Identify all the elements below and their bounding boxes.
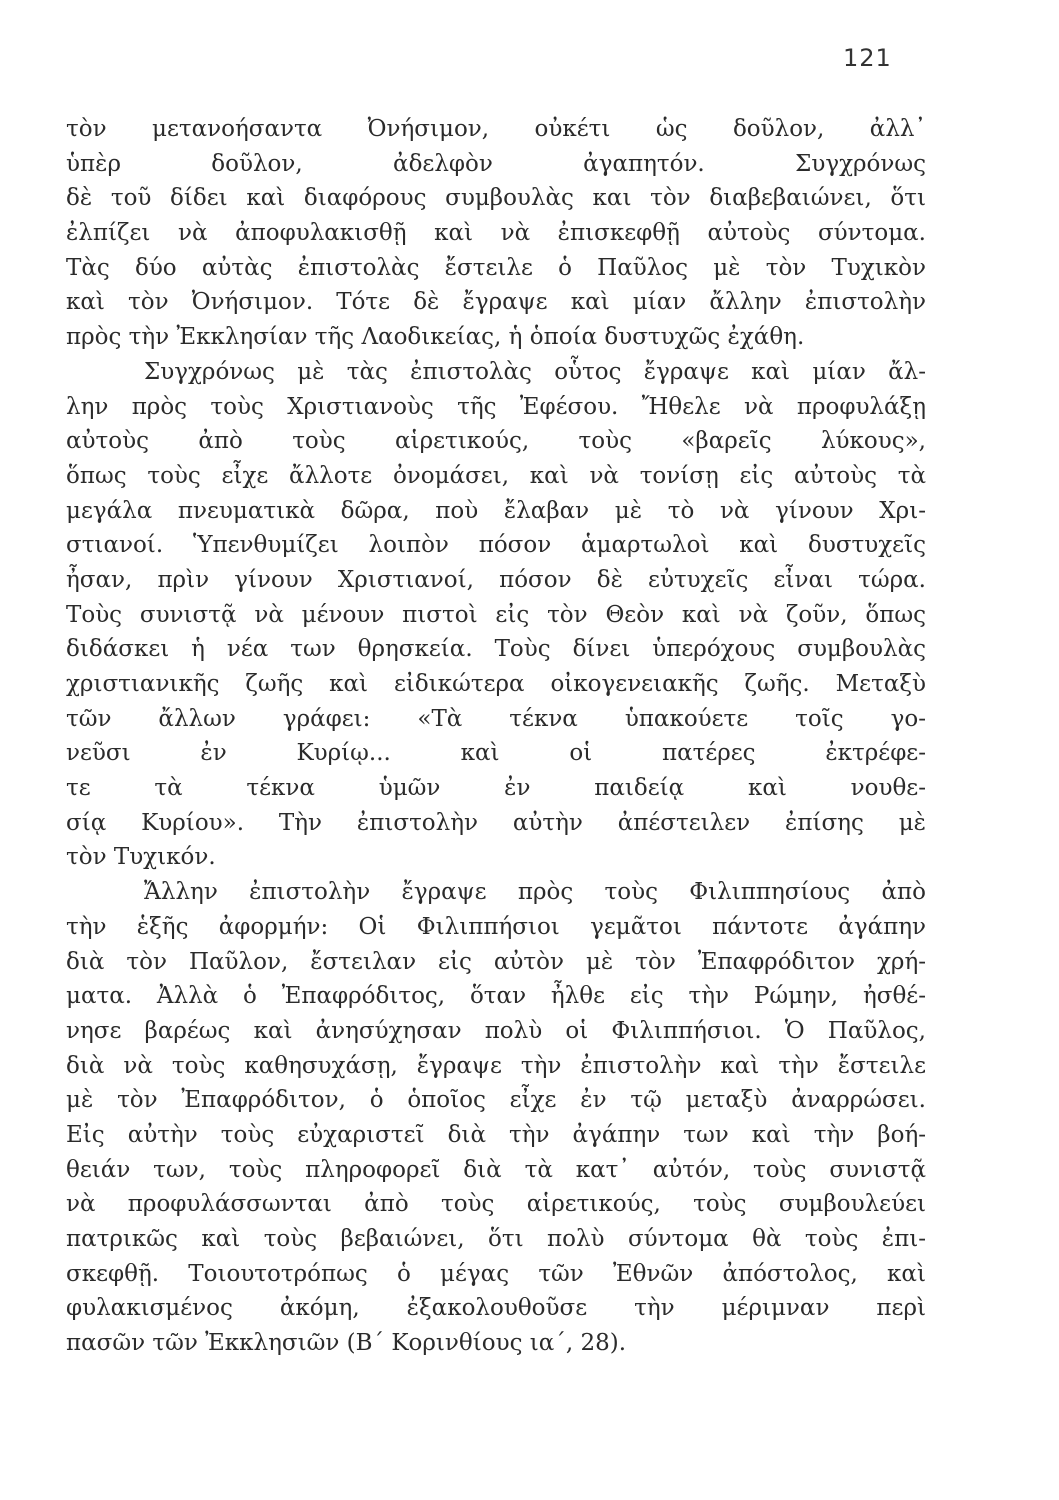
text-line: Ἄλλην ἐπιστολὴν ἔγραψε πρὸς τοὺς Φιλιππησίους ἀπὸ (144, 879, 926, 906)
text-line: σκεφθῇ. Τοιουτοτρόπως ὁ μέγας τῶν Ἐθνῶν ἀπόστολος, καὶ (66, 1260, 926, 1287)
text-line: αὐτοὺς ἀπὸ τοὺς αἱρετικούς, τοὺς «βαρεῖς λύκους», (66, 428, 926, 455)
text-line: χριστιανικῆς ζωῆς καὶ εἰδικώτερα οἰκογενειακῆς ζωῆς. Μεταξὺ (66, 671, 926, 697)
text-line: πασῶν τῶν Ἐκκλησιῶν (Β΄ Κορινθίους ια΄, 28). (66, 1330, 627, 1357)
text-line: διδάσκει ἡ νέα των θρησκεία. Τοὺς δίνει ὑπερόχους συμβουλὰς (66, 636, 926, 663)
text-line: Συγχρόνως μὲ τὰς ἐπιστολὰς οὗτος ἔγραψε καὶ μίαν ἄλ- (144, 358, 926, 385)
text-line: καὶ τὸν Ὀνήσιμον. Τότε δὲ ἔγραψε καὶ μίαν ἄλλην ἐπιστολὴν (66, 289, 926, 316)
text-line: τῶν ἄλλων γράφει: «Τὰ τέκνα ὑπακούετε τοῖς γο- (66, 705, 926, 732)
text-line: Τὰς δύο αὐτὰς ἐπιστολὰς ἔστειλε ὁ Παῦλος μὲ τὸν Τυχικὸν (66, 254, 926, 281)
text-line: μὲ τὸν Ἐπαφρόδιτον, ὁ ὁποῖος εἶχε ἐν τῷ μεταξὺ ἀναρρώσει. (66, 1087, 926, 1114)
text-line: φυλακισμένος ἀκόμη, ἐξακολουθοῦσε τὴν μέριμναν περὶ (66, 1295, 926, 1322)
text-line: λην πρὸς τοὺς Χριστιανοὺς τῆς Ἐφέσου. Ἤθελε νὰ προφυλάξῃ (66, 393, 926, 420)
text-line: σίᾳ Κυρίου». Τὴν ἐπιστολὴν αὐτὴν ἀπέστειλεν ἐπίσης μὲ (66, 809, 926, 836)
text-line: νὰ προφυλάσσωνται ἀπὸ τοὺς αἱρετικούς, τοὺς συμβουλεύει (66, 1191, 926, 1218)
text-line: πρὸς τὴν Ἐκκλησίαν τῆς Λαοδικείας, ἡ ὁποία δυστυχῶς ἐχάθη. (66, 324, 805, 351)
text-line: τε τὰ τέκνα ὑμῶν ἐν παιδείᾳ καὶ νουθε- (66, 775, 926, 802)
text-line: νησε βαρέως καὶ ἀνησύχησαν πολὺ οἱ Φιλιππήσιοι. Ὁ Παῦλος, (66, 1017, 926, 1044)
text-line: τὸν μετανοήσαντα Ὀνήσιμον, οὐκέτι ὡς δοῦλον, ἀλλ᾽ (66, 116, 926, 142)
text-line: ἐλπίζει νὰ ἀποφυλακισθῇ καὶ νὰ ἐπισκεφθῇ αὐτοὺς σύντομα. (66, 220, 926, 247)
page-number: 121 (843, 44, 892, 72)
text-line: μεγάλα πνευματικὰ δῶρα, ποὺ ἔλαβαν μὲ τὸ νὰ γίνουν Χρι- (66, 497, 926, 524)
text-line: θειάν των, τοὺς πληροφορεῖ διὰ τὰ κατ᾽ αὐτόν, τοὺς συνιστᾷ (66, 1156, 926, 1183)
text-line: διὰ τὸν Παῦλον, ἔστειλαν εἰς αὐτὸν μὲ τὸν Ἐπαφρόδιτον χρή- (66, 948, 926, 975)
text-line: νεῦσι ἐν Κυρίῳ... καὶ οἱ πατέρες ἐκτρέφε- (66, 740, 926, 767)
text-line: Τοὺς συνιστᾷ νὰ μένουν πιστοὶ εἰς τὸν Θεὸν καὶ νὰ ζοῦν, ὅπως (66, 601, 926, 628)
text-line: τὸν Τυχικόν. (66, 844, 216, 871)
text-line: ματα. Ἀλλὰ ὁ Ἐπαφρόδιτος, ὅταν ἦλθε εἰς τὴν Ρώμην, ἠσθέ- (66, 983, 926, 1010)
text-line: Εἰς αὐτὴν τοὺς εὐχαριστεῖ διὰ τὴν ἀγάπην των καὶ τὴν βοή- (66, 1121, 926, 1148)
body-text (66, 112, 926, 1361)
text-line: ἦσαν, πρὶν γίνουν Χριστιανοί, πόσον δὲ εὐτυχεῖς εἶναι τώρα. (66, 566, 926, 593)
text-line: πατρικῶς καὶ τοὺς βεβαιώνει, ὅτι πολὺ σύντομα θὰ τοὺς ἐπι- (66, 1226, 926, 1252)
text-line: τὴν ἑξῆς ἀφορμήν: Οἱ Φιλιππήσιοι γεμᾶτοι πάντοτε ἀγάπην (66, 913, 926, 940)
text-line: ὑπὲρ δοῦλον, ἀδελφὸν ἀγαπητόν. Συγχρόνως (66, 150, 926, 177)
text-line: δὲ τοῦ δίδει καὶ διαφόρους συμβουλὰς και τὸν διαβεβαιώνει, ὅτι (66, 185, 926, 212)
text-line: στιανοί. Ὑπενθυμίζει λοιπὸν πόσον ἁμαρτωλοὶ καὶ δυστυχεῖς (66, 532, 926, 559)
text-line: διὰ νὰ τοὺς καθησυχάσῃ, ἔγραψε τὴν ἐπιστολὴν καὶ τὴν ἔστειλε (66, 1052, 926, 1079)
text-line: ὅπως τοὺς εἶχε ἄλλοτε ὀνομάσει, καὶ νὰ τονίσῃ εἰς αὐτοὺς τὰ (66, 462, 926, 489)
